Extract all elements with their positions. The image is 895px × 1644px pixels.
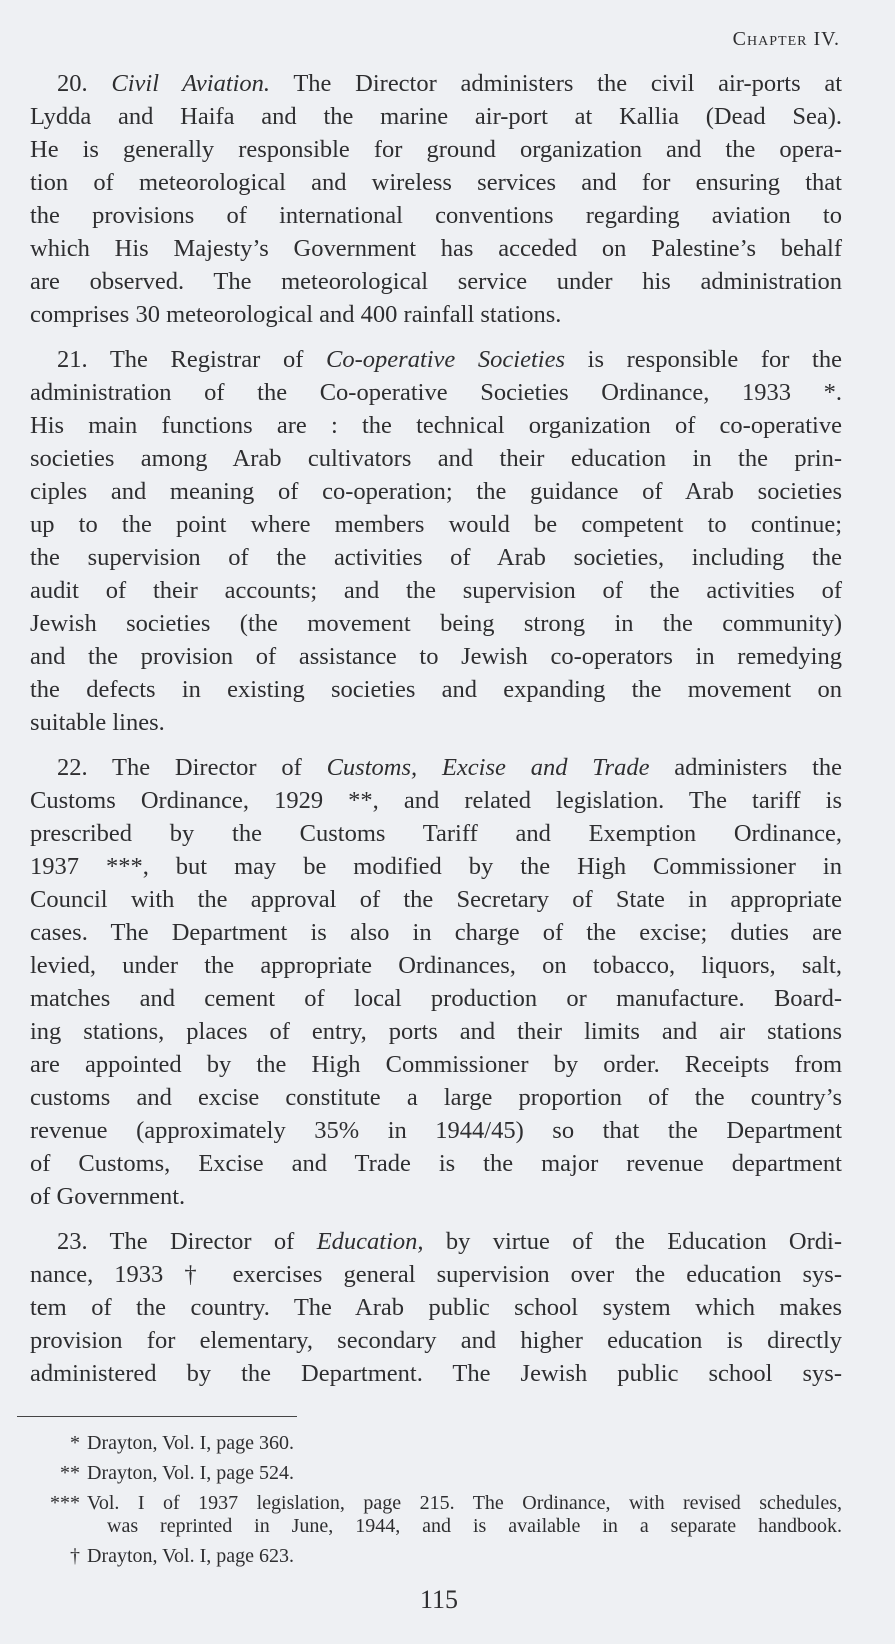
text-segment: administered by the Department. The Jewish public school sys- bbox=[30, 1360, 842, 1387]
text-segment: are appointed by the High Commissioner by order. Receipts from bbox=[30, 1051, 842, 1078]
footnote-text: was reprinted in June, 1944, and is available in a separate handbook. bbox=[107, 1515, 842, 1537]
italic-term: Customs, Excise and Trade bbox=[326, 754, 650, 781]
text-line bbox=[30, 982, 842, 1015]
text-segment: tem of the country. The Arab public school system which makes bbox=[30, 1294, 842, 1321]
text-line bbox=[30, 817, 842, 850]
text-line bbox=[30, 508, 842, 541]
footnote-text: Drayton, Vol. I, page 524. bbox=[87, 1462, 295, 1484]
text-line bbox=[30, 673, 842, 706]
text-segment: up to the point where members would be competent to continue; bbox=[30, 511, 842, 538]
text-line bbox=[30, 298, 842, 331]
text-segment: comprises 30 meteorological and 400 rainfall stations. bbox=[30, 301, 562, 328]
text-segment: administers the bbox=[649, 754, 842, 781]
text-segment: levied, under the appropriate Ordinances, on tobacco, liquors, salt, bbox=[30, 952, 842, 979]
text-segment: provision for elementary, secondary and higher education is directly bbox=[30, 1327, 842, 1354]
footnote bbox=[0, 1488, 842, 1541]
text-segment: Customs Ordinance, 1929 **, and related legislation. The tariff is bbox=[30, 787, 842, 814]
text-segment: 1937 ***, but may be modified by the High Commissioner in bbox=[30, 853, 842, 880]
text-segment: nance, 1933 † exercises general supervision over the education sys- bbox=[30, 1261, 842, 1288]
text-line bbox=[30, 706, 842, 739]
text-segment: tion of meteorological and wireless services and for ensuring that bbox=[30, 169, 842, 196]
text-segment: His main functions are : the technical organization of co-operative bbox=[30, 412, 842, 439]
text-line bbox=[30, 232, 842, 265]
text-line bbox=[30, 67, 842, 100]
italic-term: Co-operative Societies bbox=[326, 346, 566, 373]
text-segment: Council with the approval of the Secretary of State in appropriate bbox=[30, 886, 842, 913]
text-segment: of Customs, Excise and Trade is the major revenue department bbox=[30, 1150, 842, 1177]
text-line bbox=[30, 883, 842, 916]
text-line bbox=[30, 1291, 842, 1324]
text-line bbox=[30, 166, 842, 199]
text-segment: ciples and meaning of co-operation; the guidance of Arab societies bbox=[30, 478, 842, 505]
text-segment: The Director administers the civil air-ports at bbox=[270, 70, 843, 97]
text-line bbox=[30, 574, 842, 607]
text-segment: Jewish societies (the movement being strong in the community) bbox=[30, 610, 842, 637]
text-line bbox=[30, 442, 842, 475]
footnote-divider bbox=[17, 1416, 297, 1417]
text-line bbox=[30, 1081, 842, 1114]
footnote-mark: *** bbox=[50, 1492, 80, 1514]
paragraph bbox=[30, 343, 842, 739]
footnote-text: Drayton, Vol. I, page 623. bbox=[87, 1545, 295, 1567]
text-segment: which His Majesty’s Government has acceded on Palestine’s behalf bbox=[30, 235, 842, 262]
text-segment: 22. The Director of bbox=[57, 754, 327, 781]
text-segment: Lydda and Haifa and the marine air-port at Kallia (Dead Sea). bbox=[30, 103, 842, 130]
paragraph bbox=[30, 751, 842, 1213]
footnote-text: Vol. I of 1937 legislation, page 215. The Ordinance, with revised schedules, bbox=[87, 1492, 842, 1514]
text-segment: 20. bbox=[57, 70, 112, 97]
footnote bbox=[0, 1428, 842, 1458]
text-segment: of Government. bbox=[30, 1183, 186, 1210]
text-segment: audit of their accounts; and the supervision of the activities of bbox=[30, 577, 842, 604]
text-segment: administration of the Co-operative Societies Ordinance, 1933 *. bbox=[30, 379, 842, 406]
text-line bbox=[30, 1147, 842, 1180]
paragraph bbox=[30, 67, 842, 331]
footnotes bbox=[0, 1428, 842, 1571]
text-line bbox=[30, 265, 842, 298]
footnote bbox=[0, 1541, 842, 1571]
text-segment: and the provision of assistance to Jewish co-operators in remedying bbox=[30, 643, 842, 670]
text-line bbox=[30, 541, 842, 574]
text-segment: are observed. The meteorological service under his administration bbox=[30, 268, 842, 295]
text-segment: He is generally responsible for ground organization and the opera- bbox=[30, 136, 842, 163]
text-line bbox=[30, 784, 842, 817]
text-line bbox=[30, 199, 842, 232]
text-line bbox=[30, 751, 842, 784]
text-line bbox=[30, 475, 842, 508]
text-segment: prescribed by the Customs Tariff and Exemption Ordinance, bbox=[30, 820, 842, 847]
chapter-header: Chapter IV. bbox=[732, 28, 840, 50]
text-segment: the defects in existing societies and expanding the movement on bbox=[30, 676, 842, 703]
italic-term: Education, bbox=[316, 1228, 424, 1255]
text-line bbox=[30, 949, 842, 982]
text-line bbox=[30, 409, 842, 442]
text-segment: customs and excise constitute a large proportion of the country’s bbox=[30, 1084, 842, 1111]
text-line bbox=[30, 343, 842, 376]
page-number: 115 bbox=[419, 1585, 459, 1614]
footnote bbox=[0, 1458, 842, 1488]
text-segment: suitable lines. bbox=[30, 709, 165, 736]
text-line bbox=[30, 607, 842, 640]
text-segment: matches and cement of local production or manufacture. Board- bbox=[30, 985, 842, 1012]
footnote-mark: ** bbox=[60, 1462, 80, 1484]
text-line bbox=[30, 850, 842, 883]
text-segment: 21. The Registrar of bbox=[57, 346, 327, 373]
text-segment: cases. The Department is also in charge of the excise; duties are bbox=[30, 919, 842, 946]
footnote-mark: † bbox=[70, 1545, 80, 1567]
text-segment: the provisions of international conventions regarding aviation to bbox=[30, 202, 842, 229]
text-segment: societies among Arab cultivators and their education in the prin- bbox=[30, 445, 842, 472]
footnote-text: Drayton, Vol. I, page 360. bbox=[87, 1432, 295, 1454]
text-segment: is responsible for the bbox=[565, 346, 842, 373]
body-text bbox=[30, 67, 842, 1402]
paragraph bbox=[30, 1225, 842, 1390]
text-line bbox=[30, 133, 842, 166]
text-line bbox=[30, 1225, 842, 1258]
text-segment: revenue (approximately 35% in 1944/45) so that the Department bbox=[30, 1117, 842, 1144]
text-line bbox=[30, 1258, 842, 1291]
text-segment: 23. The Director of bbox=[57, 1228, 317, 1255]
text-segment: ing stations, places of entry, ports and their limits and air stations bbox=[30, 1018, 842, 1045]
text-segment: by virtue of the Education Ordi- bbox=[423, 1228, 842, 1255]
italic-term: Civil Aviation. bbox=[111, 70, 271, 97]
text-line bbox=[30, 1114, 842, 1147]
text-line bbox=[30, 1015, 842, 1048]
text-segment: the supervision of the activities of Arab societies, including the bbox=[30, 544, 842, 571]
text-line bbox=[30, 640, 842, 673]
text-line bbox=[30, 100, 842, 133]
footnote-mark: * bbox=[70, 1432, 80, 1454]
text-line bbox=[30, 1357, 842, 1390]
text-line bbox=[30, 1048, 842, 1081]
text-line bbox=[30, 916, 842, 949]
text-line bbox=[30, 1180, 842, 1213]
text-line bbox=[30, 376, 842, 409]
text-line bbox=[30, 1324, 842, 1357]
